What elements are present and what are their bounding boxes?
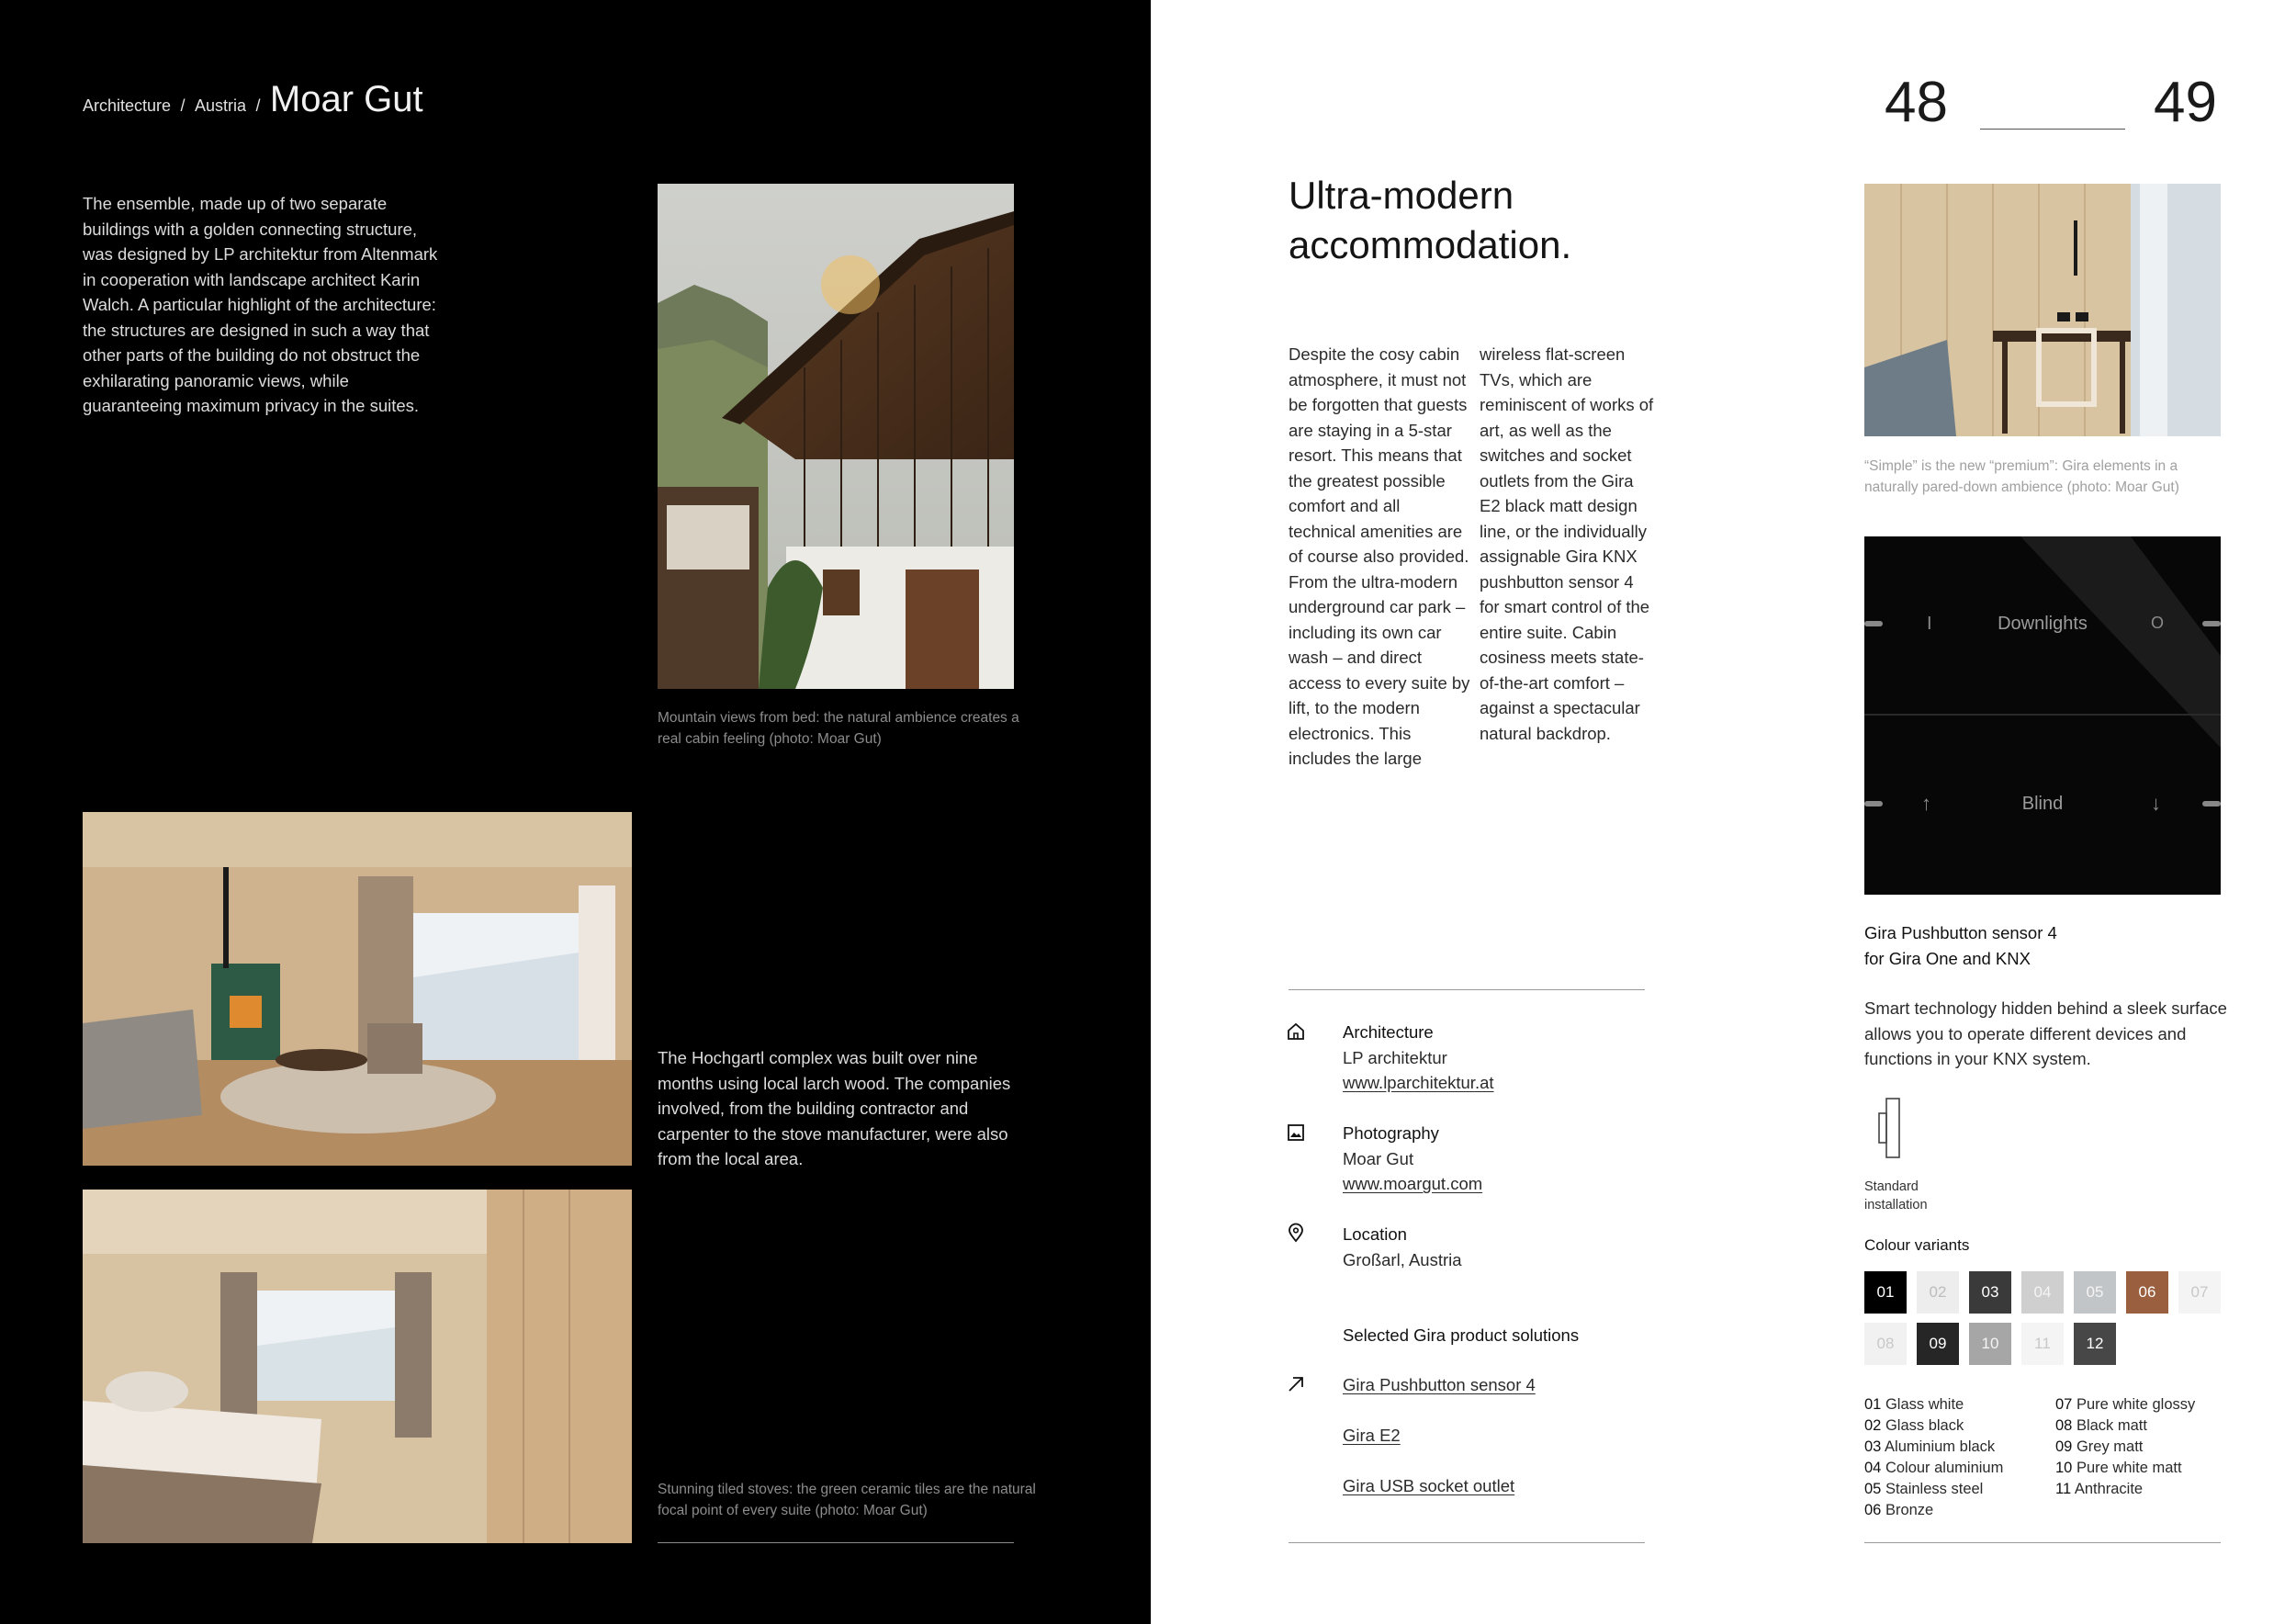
body-column-2: wireless flat-screen TVs, which are reminiscent of works of art, as well as the switches and socket outlets from the Gira E2 black matt design line, or the individually assignable Gira KNX pushbutton sensor 4 for smart control of the entire suite. Cabin cosiness meets state-of-the-art comfort – against a spectacular natural backdrop. bbox=[1480, 344, 1654, 743]
middle-paragraph: The Hochgartl complex was built over nine months using local larch wood. The companies involved, from the building contractor and carpenter to the stove manufacturer, were also from the local area. bbox=[658, 1048, 1011, 1168]
products-heading: Selected Gira product solutions bbox=[1343, 1325, 1580, 1345]
colour-variants-heading: Colour variants bbox=[1864, 1236, 1970, 1254]
variant-name: Anthracite bbox=[2071, 1481, 2144, 1497]
switch-label-bottom: Blind bbox=[2021, 794, 2064, 814]
barn-exterior-illustration bbox=[658, 184, 1014, 689]
page-number-right: 49 bbox=[2154, 71, 2217, 134]
colour-swatch-grid bbox=[1864, 1271, 2232, 1372]
variant-name: Glass white bbox=[1881, 1396, 1964, 1413]
headline-line2: accommodation. bbox=[1289, 223, 1572, 266]
home-icon bbox=[1286, 1021, 1306, 1042]
photography-info bbox=[1343, 1121, 1482, 1197]
location-pin-icon bbox=[1286, 1223, 1306, 1243]
divider bbox=[1289, 1542, 1645, 1543]
installation-label-line2: installation bbox=[1864, 1198, 1928, 1212]
variant-item-02 bbox=[1864, 1415, 2048, 1437]
pushbutton-sensor-render bbox=[1864, 536, 2221, 895]
page-number-left: 48 bbox=[1885, 71, 1948, 134]
arrow-up-right-icon bbox=[1286, 1374, 1306, 1394]
standard-installation-icon bbox=[1875, 1097, 1903, 1161]
variant-code: 02 bbox=[1864, 1417, 1882, 1434]
variant-item-01 bbox=[1864, 1394, 2048, 1415]
variant-code: 01 bbox=[1864, 1396, 1882, 1413]
variant-code: 03 bbox=[1864, 1438, 1882, 1455]
variant-item-04 bbox=[1864, 1458, 2048, 1479]
variant-code: 10 bbox=[2055, 1460, 2073, 1476]
page-number-divider bbox=[1980, 129, 2125, 130]
variant-name: Aluminium black bbox=[1881, 1438, 1996, 1455]
suite-desk-illustration bbox=[1864, 184, 2221, 436]
variant-item-03 bbox=[1864, 1437, 2048, 1458]
product-title bbox=[1864, 920, 2232, 971]
colour-swatch-09[interactable]: 09 bbox=[1917, 1323, 1959, 1365]
suite-desk-photo bbox=[1864, 184, 2221, 436]
variant-list-col2 bbox=[2055, 1394, 2239, 1500]
colour-swatch-01[interactable]: 01 bbox=[1864, 1271, 1907, 1314]
architecture-info bbox=[1343, 1020, 1494, 1096]
product-description: Smart technology hidden behind a sleek surface allows you to operate different devices and functions in your KNX system. bbox=[1864, 998, 2227, 1068]
variant-item-06 bbox=[1864, 1500, 2048, 1521]
product-title-line2: for Gira One and KNX bbox=[1864, 948, 2031, 968]
colour-swatch-05[interactable]: 05 bbox=[2074, 1271, 2116, 1314]
colour-swatch-11[interactable]: 11 bbox=[2021, 1323, 2064, 1365]
product-title-line1: Gira Pushbutton sensor 4 bbox=[1864, 923, 2057, 942]
variant-name: Glass black bbox=[1881, 1417, 1964, 1434]
colour-swatch-03[interactable]: 03 bbox=[1969, 1271, 2011, 1314]
variant-name: Pure white glossy bbox=[2072, 1396, 2196, 1413]
installation-label bbox=[1864, 1178, 1928, 1214]
breadcrumb-section[interactable]: Architecture bbox=[83, 96, 172, 115]
photo-caption-bottom: Stunning tiled stoves: the green ceramic tiles are the natural focal point of every suite (photo: Moar Gut) bbox=[658, 1482, 1036, 1518]
variant-name: Black matt bbox=[2072, 1417, 2147, 1434]
breadcrumb bbox=[83, 79, 423, 120]
variant-code: 07 bbox=[2055, 1396, 2073, 1413]
product-link-usb-socket[interactable]: Gira USB socket outlet bbox=[1343, 1476, 1515, 1495]
product-link-pushbutton[interactable]: Gira Pushbutton sensor 4 bbox=[1343, 1375, 1536, 1394]
headline-line1: Ultra-modern bbox=[1289, 174, 1514, 217]
variant-name: Stainless steel bbox=[1881, 1481, 1984, 1497]
body-column-1: Despite the cosy cabin atmosphere, it must not be forgotten that guests are staying in a 5-star resort. This means that the greatest possible comfort and all technical amenities are of course also provided. From the ultra-modern underground car park – including its own car wash – and direct access to every suite by lift, to the modern electronics. This includes the large bbox=[1289, 344, 1470, 768]
bedroom-illustration bbox=[83, 1190, 632, 1543]
variant-code: 05 bbox=[1864, 1481, 1882, 1497]
switch-label-top: Downlights bbox=[1998, 614, 2088, 634]
variant-item-11 bbox=[2055, 1479, 2239, 1500]
installation-label-line1: Standard bbox=[1864, 1179, 1919, 1194]
variant-item-05 bbox=[1864, 1479, 2048, 1500]
divider bbox=[658, 1542, 1014, 1543]
breadcrumb-separator: / bbox=[180, 96, 186, 115]
breadcrumb-country[interactable]: Austria bbox=[194, 96, 246, 115]
divider bbox=[1289, 989, 1645, 990]
breadcrumb-separator: / bbox=[255, 96, 261, 115]
switch-on-icon: I bbox=[1927, 614, 1932, 634]
switch-off-icon: O bbox=[2151, 614, 2165, 632]
photo-caption-top: Mountain views from bed: the natural ambience creates a real cabin feeling (photo: Moar Gut) bbox=[658, 710, 1019, 747]
variant-name: Grey matt bbox=[2072, 1438, 2144, 1455]
photography-label: Photography bbox=[1343, 1123, 1439, 1143]
variant-item-08 bbox=[2055, 1415, 2239, 1437]
variant-code: 08 bbox=[2055, 1417, 2073, 1434]
arrow-up-icon: ↑ bbox=[1921, 792, 1931, 815]
architecture-link[interactable]: www.lparchitektur.at bbox=[1343, 1073, 1494, 1092]
variant-name: Colour aluminium bbox=[1881, 1460, 2004, 1476]
desk-photo-caption: “Simple” is the new “premium”: Gira elements in a naturally pared-down ambience (photo: Moar Gut) bbox=[1864, 458, 2179, 495]
architecture-label: Architecture bbox=[1343, 1022, 1434, 1042]
variant-name: Bronze bbox=[1881, 1502, 1934, 1518]
living-room-photo bbox=[83, 812, 632, 1166]
photography-link[interactable]: www.moargut.com bbox=[1343, 1174, 1483, 1193]
product-link-e2[interactable]: Gira E2 bbox=[1343, 1426, 1401, 1445]
colour-swatch-07[interactable]: 07 bbox=[2178, 1271, 2221, 1314]
colour-swatch-12[interactable]: 12 bbox=[2074, 1323, 2116, 1365]
variant-list-col1 bbox=[1864, 1394, 2048, 1521]
variant-item-10 bbox=[2055, 1458, 2239, 1479]
colour-swatch-06[interactable]: 06 bbox=[2126, 1271, 2168, 1314]
photography-name: Moar Gut bbox=[1343, 1148, 1414, 1168]
colour-swatch-02[interactable]: 02 bbox=[1917, 1271, 1959, 1314]
colour-swatch-10[interactable]: 10 bbox=[1969, 1323, 2011, 1365]
location-value: Großarl, Austria bbox=[1343, 1249, 1462, 1269]
barn-exterior-photo bbox=[658, 184, 1014, 689]
variant-item-09 bbox=[2055, 1437, 2239, 1458]
living-room-illustration bbox=[83, 812, 632, 1166]
variant-item-07 bbox=[2055, 1394, 2239, 1415]
headline bbox=[1289, 171, 1571, 270]
variant-code: 09 bbox=[2055, 1438, 2073, 1455]
variant-code: 06 bbox=[1864, 1502, 1882, 1518]
divider bbox=[1864, 1542, 2221, 1543]
location-label: Location bbox=[1343, 1224, 1407, 1244]
glass-reflection bbox=[1864, 536, 2221, 895]
variant-code: 04 bbox=[1864, 1460, 1882, 1476]
colour-swatch-04[interactable]: 04 bbox=[2021, 1271, 2064, 1314]
bedroom-photo bbox=[83, 1190, 632, 1543]
location-info bbox=[1343, 1222, 1462, 1272]
arrow-down-icon: ↓ bbox=[2151, 792, 2161, 815]
architecture-name: LP architektur bbox=[1343, 1047, 1447, 1067]
page-title: Moar Gut bbox=[269, 79, 423, 119]
colour-swatch-08[interactable]: 08 bbox=[1864, 1323, 1907, 1365]
variant-code: 11 bbox=[2055, 1481, 2072, 1497]
variant-name: Pure white matt bbox=[2072, 1460, 2182, 1476]
intro-paragraph: The ensemble, made up of two separate buildings with a golden connecting structure, was designed by LP architektur from Altenmark in cooperation with landscape architect Karin Walch. A particular highlight of the architecture: the structures are designed in such a way that other parts of the building do not obstruct the exhilarating panoramic views, while guaranteeing maximum privacy in the suites. bbox=[83, 194, 438, 415]
image-icon bbox=[1286, 1122, 1306, 1143]
